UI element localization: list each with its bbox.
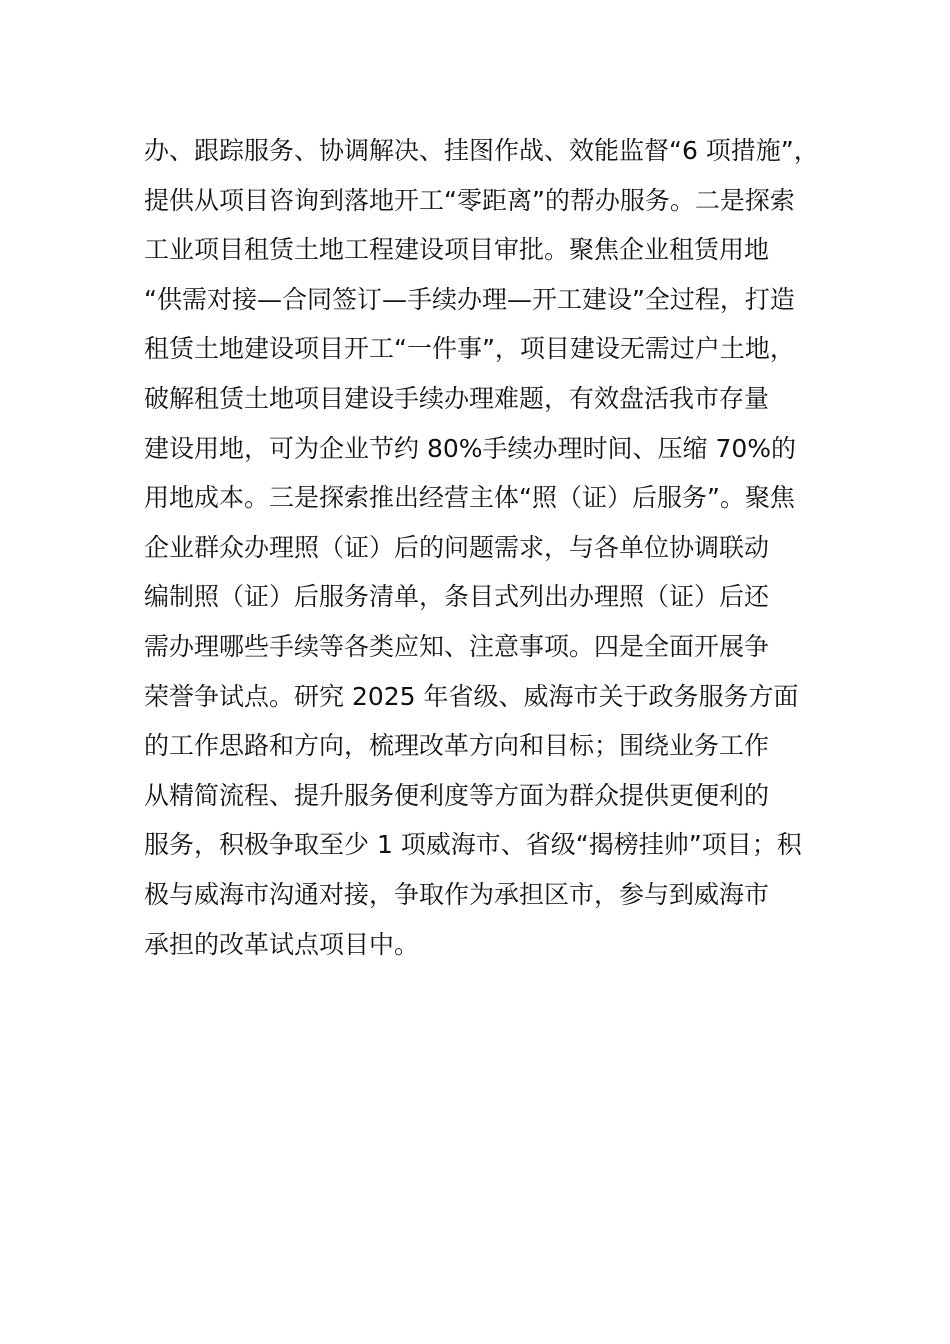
- text-line: 从精简流程、提升服务便利度等方面为群众提供更便利的: [144, 780, 770, 810]
- text-line: 编制照（证）后服务清单，条目式列出办理照（证）后还: [144, 582, 770, 612]
- text-line: 企业群众办理照（证）后的问题需求，与各单位协调联动: [144, 532, 770, 562]
- text-line: 荣誉争试点。研究 2025 年省级、威海市关于政务服务方面: [144, 681, 799, 711]
- text-line: “供需对接—合同签订—手续办理—开工建设”全过程，打造: [144, 284, 795, 314]
- text-line: 办、跟踪服务、协调解决、挂图作战、效能监督“6 项措施”，: [144, 136, 819, 165]
- text-line: 极与威海市沟通对接，争取作为承担区市，参与到威海市: [144, 879, 770, 909]
- text-line: 需办理哪些手续等各类应知、注意事项。四是全面开展争: [144, 631, 770, 661]
- text-line: 提供从项目咨询到落地开工“零距离”的帮办服务。二是探索: [144, 185, 795, 215]
- text-line: 租赁土地建设项目开工“一件事”，项目建设无需过户土地，: [144, 334, 795, 364]
- text-line: 建设用地，可为企业节约 80%手续办理时间、压缩 70%的: [144, 433, 797, 463]
- body-paragraph: [144, 126, 824, 969]
- text-line: 服务，积极争取至少 1 项威海市、省级“揭榜挂帅”项目；积: [144, 830, 802, 860]
- text-line: 破解租赁土地项目建设手续办理难题，有效盘活我市存量: [144, 383, 770, 413]
- text-line: 用地成本。三是探索推出经营主体“照（证）后服务”。聚焦: [144, 483, 795, 513]
- text-line: 承担的改革试点项目中。: [144, 929, 420, 959]
- text-line: 工业项目租赁土地工程建设项目审批。聚焦企业租赁用地: [144, 235, 770, 265]
- text-line: 的工作思路和方向，梳理改革方向和目标；围绕业务工作: [144, 731, 770, 761]
